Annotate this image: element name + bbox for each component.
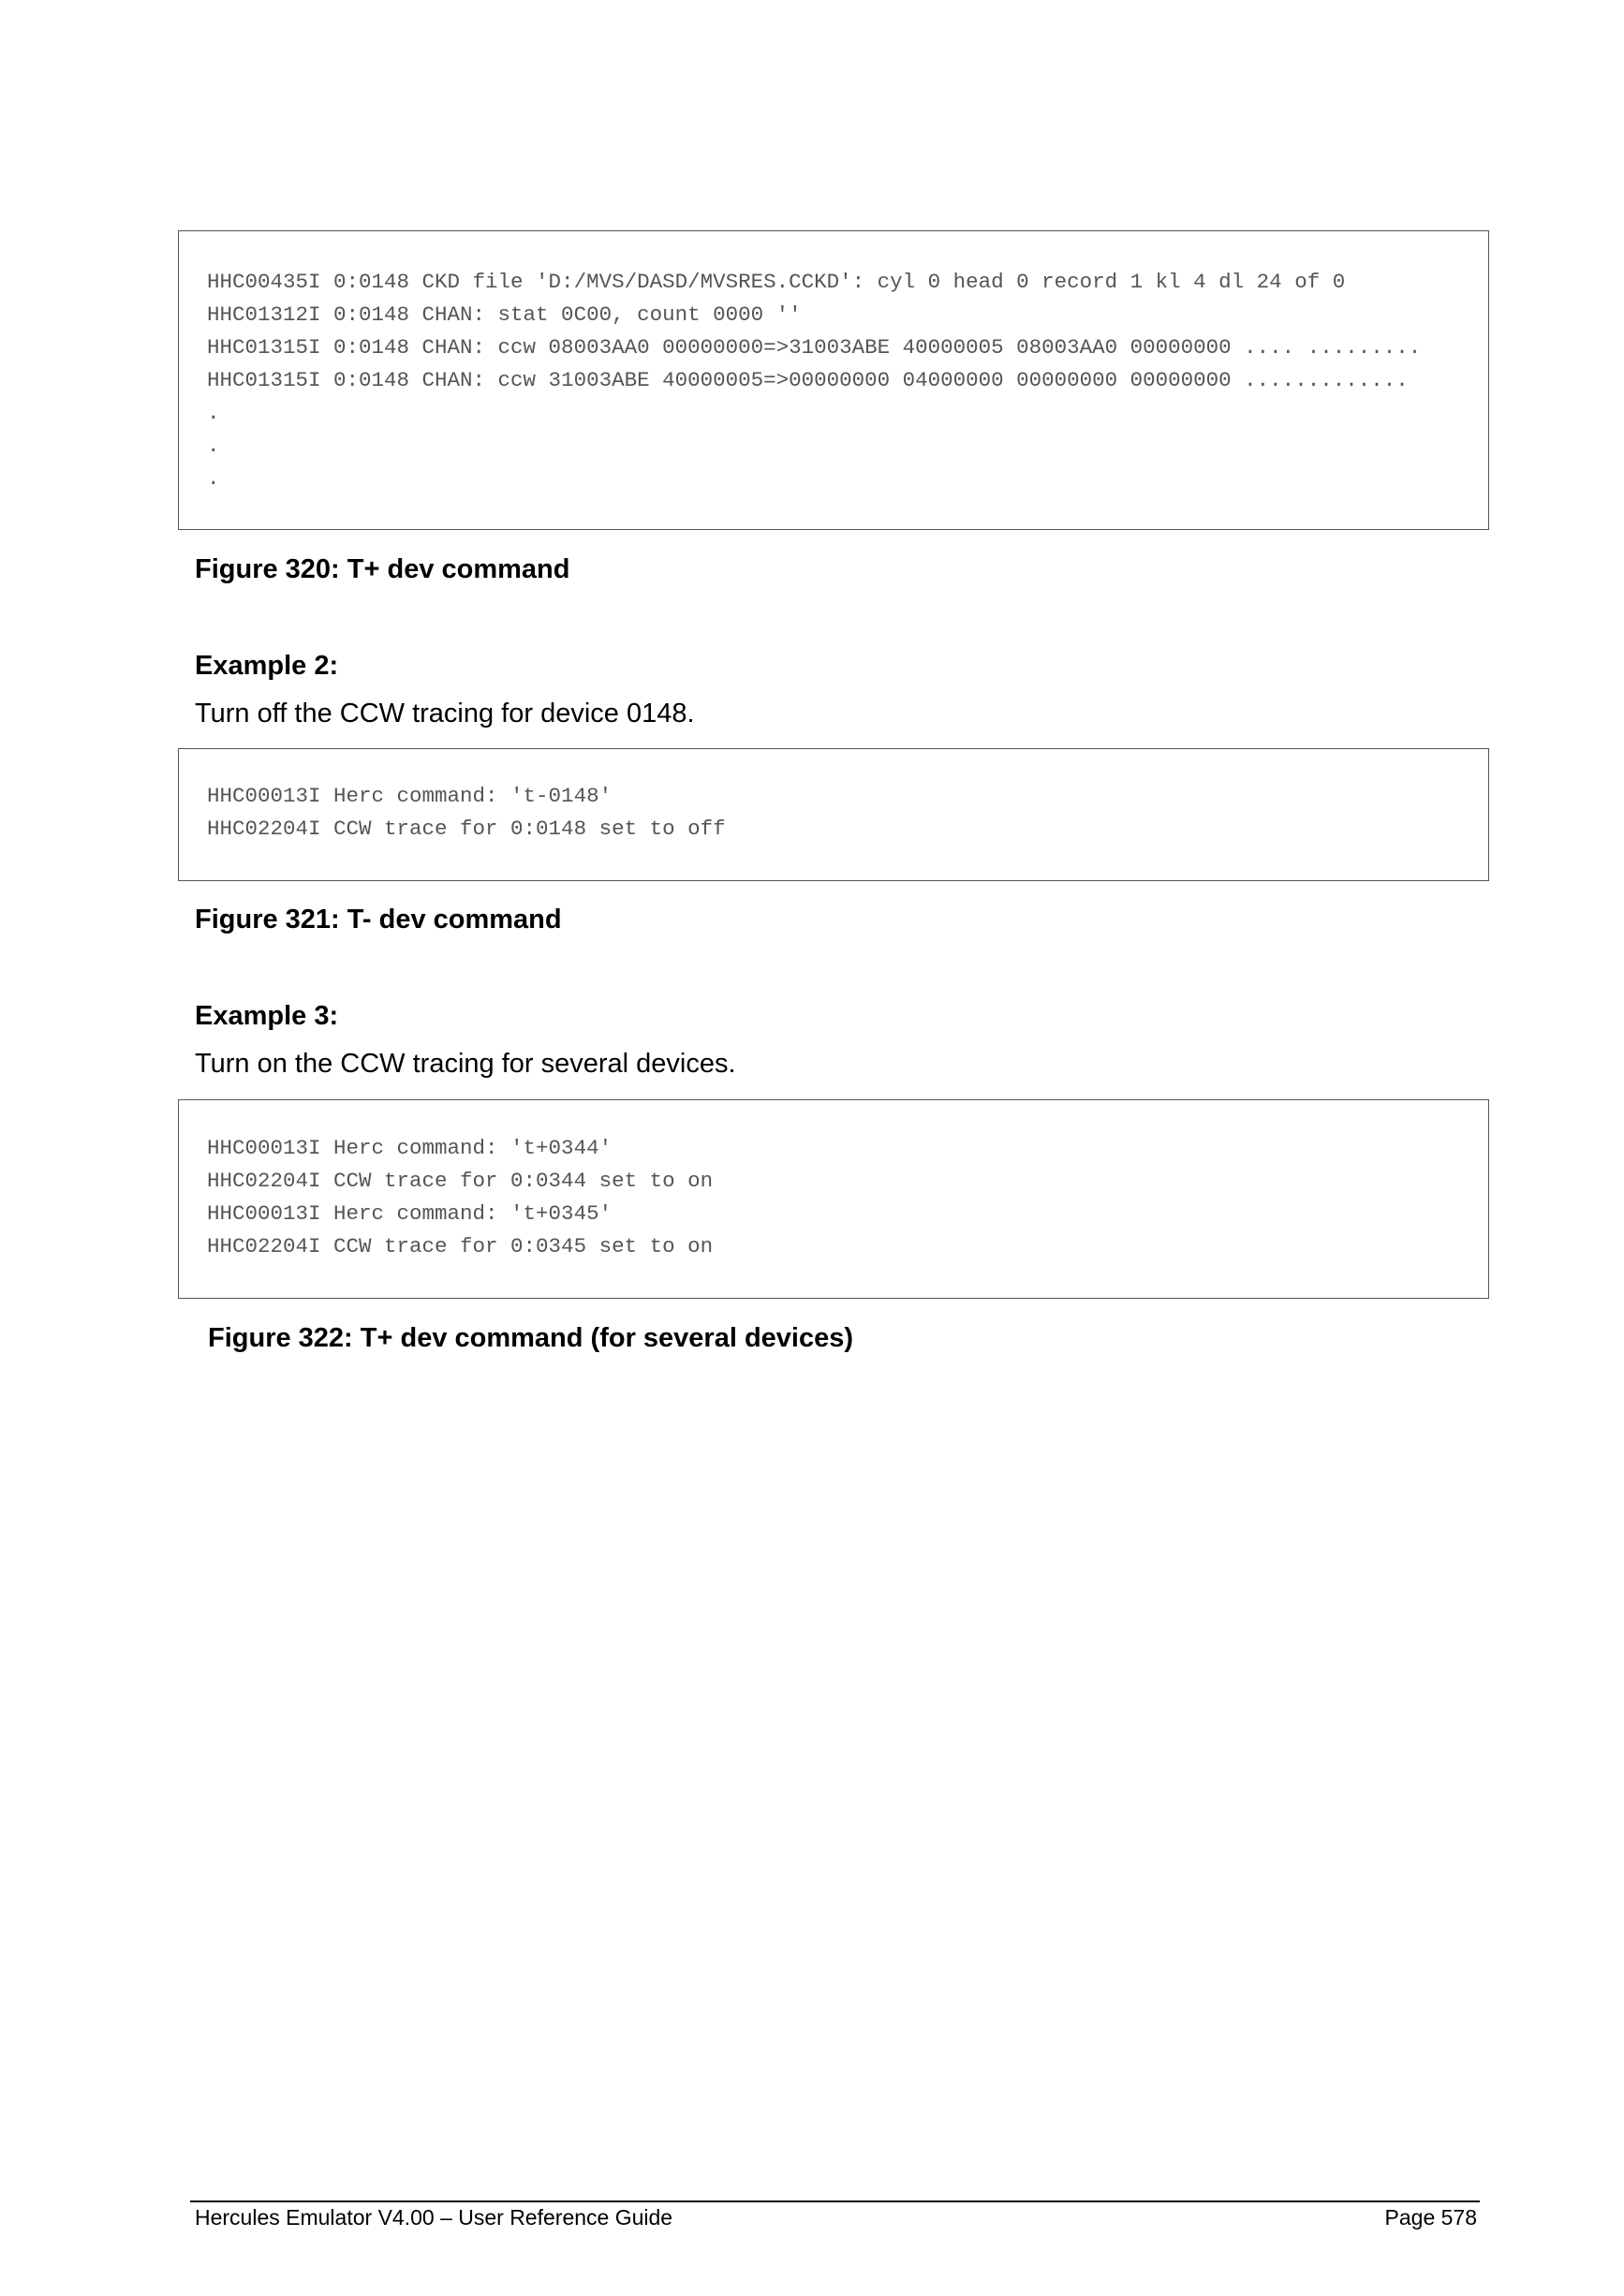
figure-320-code-box (178, 230, 1489, 530)
figure-321-code-box (178, 748, 1489, 881)
code-line: . (207, 434, 220, 458)
code-line: HHC00013I Herc command: 't+0344' (207, 1136, 613, 1160)
example-2-heading: Example 2: (195, 651, 339, 681)
example-3-text: Turn on the CCW tracing for several devices. (195, 1049, 736, 1079)
code-line: HHC01315I 0:0148 CHAN: ccw 08003AA0 00000000=>31003ABE 40000005 08003AA0 00000000 .... ......... (207, 335, 1422, 360)
figure-320-caption: Figure 320: T+ dev command (195, 554, 570, 584)
code-line: HHC01312I 0:0148 CHAN: stat 0C00, count 0000 '' (207, 302, 802, 327)
figure-322-caption: Figure 322: T+ dev command (for several devices) (208, 1323, 854, 1353)
footer-page-number: Page 578 (1384, 2205, 1477, 2230)
footer-divider (190, 2200, 1480, 2202)
code-line: HHC02204I CCW trace for 0:0148 set to off (207, 817, 726, 841)
example-2-text: Turn off the CCW tracing for device 0148. (195, 699, 695, 729)
code-line: HHC01315I 0:0148 CHAN: ccw 31003ABE 40000005=>00000000 04000000 00000000 00000000 ............. (207, 368, 1409, 392)
code-line: . (207, 466, 220, 491)
code-line: HHC00435I 0:0148 CKD file 'D:/MVS/DASD/MVSRES.CCKD': cyl 0 head 0 record 1 kl 4 dl 24 of 0 (207, 270, 1346, 294)
code-line: HHC00013I Herc command: 't-0148' (207, 784, 613, 808)
code-line: HHC02204I CCW trace for 0:0345 set to on (207, 1234, 714, 1258)
code-line: HHC00013I Herc command: 't+0345' (207, 1201, 613, 1226)
code-line: HHC02204I CCW trace for 0:0344 set to on (207, 1169, 714, 1193)
example-3-heading: Example 3: (195, 1001, 339, 1031)
figure-322-code-box (178, 1099, 1489, 1299)
figure-321-caption: Figure 321: T- dev command (195, 905, 562, 935)
code-line: . (207, 401, 220, 425)
footer-document-title: Hercules Emulator V4.00 – User Reference Guide (195, 2205, 673, 2230)
